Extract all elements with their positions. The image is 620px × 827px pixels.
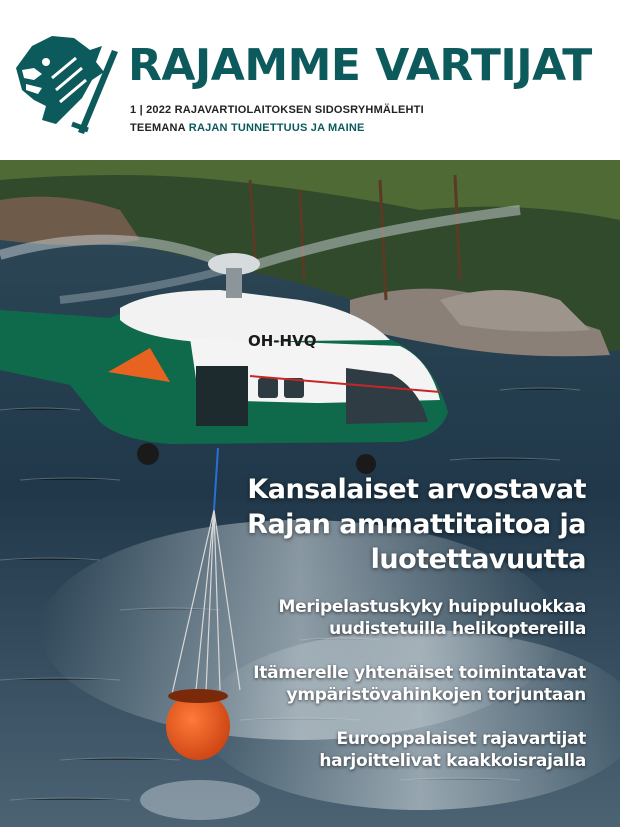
- border-guard-lion-emblem-icon: [12, 28, 120, 140]
- story-line: Meripelastuskyky huippuluokkaa: [278, 597, 586, 617]
- theme-line: [130, 122, 365, 134]
- story-line: harjoittelivat kaakkoisrajalla: [319, 751, 586, 771]
- magazine-title: RAJAMME VARTIJAT: [128, 40, 592, 91]
- story-line: uudistetuilla helikoptereilla: [329, 619, 586, 639]
- cover-headline: [226, 472, 586, 577]
- headline-line: Kansalaiset arvostavat: [247, 474, 586, 505]
- story-line: Itämerelle yhtenäiset toimintatavat: [253, 663, 586, 683]
- masthead: [0, 0, 620, 160]
- cover-story-baltic-sea: [186, 662, 586, 706]
- cover-story-rescue-helicopters: [186, 596, 586, 640]
- issue-line: 1 | 2022 RAJAVARTIOLAITOKSEN SIDOSRYHMÄLEHTI: [130, 104, 424, 116]
- helicopter-registration: OH-HVQ: [248, 332, 317, 350]
- theme-value: RAJAN TUNNETTUUS JA MAINE: [188, 122, 365, 134]
- cover-story-european-border-guards: [186, 728, 586, 772]
- headline-line: Rajan ammattitaitoa ja: [247, 509, 586, 540]
- theme-label: TEEMANA: [130, 122, 186, 134]
- headline-line: luotettavuutta: [370, 544, 586, 575]
- story-line: ympäristövahinkojen torjuntaan: [286, 685, 586, 705]
- story-line: Eurooppalaiset rajavartijat: [336, 729, 586, 749]
